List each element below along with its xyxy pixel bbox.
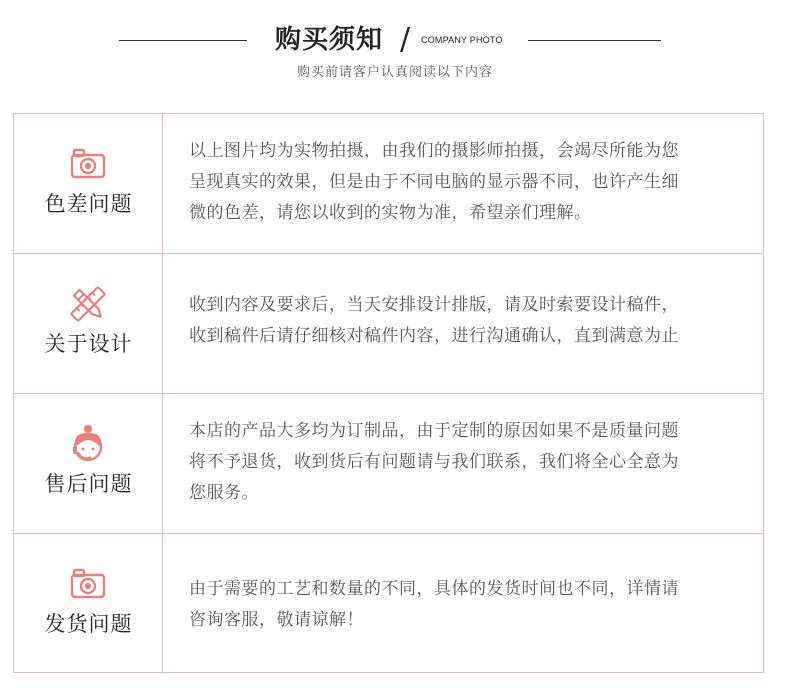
design-tools-icon (68, 284, 108, 324)
row-description (189, 136, 749, 229)
row-header-cell (14, 534, 163, 674)
page-title-english: COMPANY PHOTO (421, 35, 503, 45)
header-divider-right (528, 40, 661, 41)
row-label: 关于设计 (44, 332, 133, 356)
customer-service-icon (68, 424, 108, 464)
description-line: 以上图片均为实物拍摄，由我们的摄影师拍摄，会竭尽所能为您 (189, 141, 679, 161)
row-label: 售后问题 (44, 472, 133, 496)
page-subtitle: 购买前请客户认真阅读以下内容 (296, 65, 493, 80)
notice-row-design (14, 254, 763, 394)
description-line: 微的色差，请您以收到的实物为准，希望亲们理解。 (189, 203, 592, 223)
description-line: 收到稿件后请仔细核对稿件内容，进行沟通确认，直到满意为止 (189, 326, 679, 346)
description-line: 由于需要的工艺和数量的不同，具体的发货时间也不同，详情请 (189, 579, 679, 599)
row-content-cell (164, 114, 763, 253)
description-line: 咨询客服，敬请谅解！ (189, 610, 364, 630)
camera-icon (68, 144, 108, 184)
notice-row-after-sales (14, 394, 763, 534)
notice-row-color-difference (14, 114, 763, 254)
row-label: 色差问题 (44, 192, 133, 216)
row-content-cell (164, 254, 763, 393)
description-line: 收到内容及要求后，当天安排设计排版，请及时索要设计稿件， (189, 295, 679, 315)
row-header-cell (14, 394, 163, 533)
page-title: 购买须知 (275, 25, 384, 55)
description-line: 将不予退货，收到货后有问题请与我们联系，我们将全心全意为 (189, 452, 679, 472)
row-content-cell (164, 534, 763, 674)
notice-row-shipping (14, 534, 763, 674)
description-line: 本店的产品大多均为订制品，由于定制的原因如果不是质量问题 (189, 421, 679, 441)
row-header-cell (14, 114, 163, 253)
row-description (189, 290, 749, 352)
row-label: 发货问题 (44, 612, 133, 636)
row-content-cell (164, 394, 763, 533)
description-line: 您服务。 (189, 483, 259, 503)
header-divider-left (119, 40, 247, 41)
title-slash: / (400, 22, 411, 57)
page-header (0, 0, 790, 100)
row-description (189, 416, 749, 509)
camera-icon (68, 564, 108, 604)
row-header-cell (14, 254, 163, 393)
description-line: 呈现真实的效果，但是由于不同电脑的显示器不同，也许产生细 (189, 172, 679, 192)
row-description (189, 574, 749, 636)
notice-table (13, 113, 764, 673)
